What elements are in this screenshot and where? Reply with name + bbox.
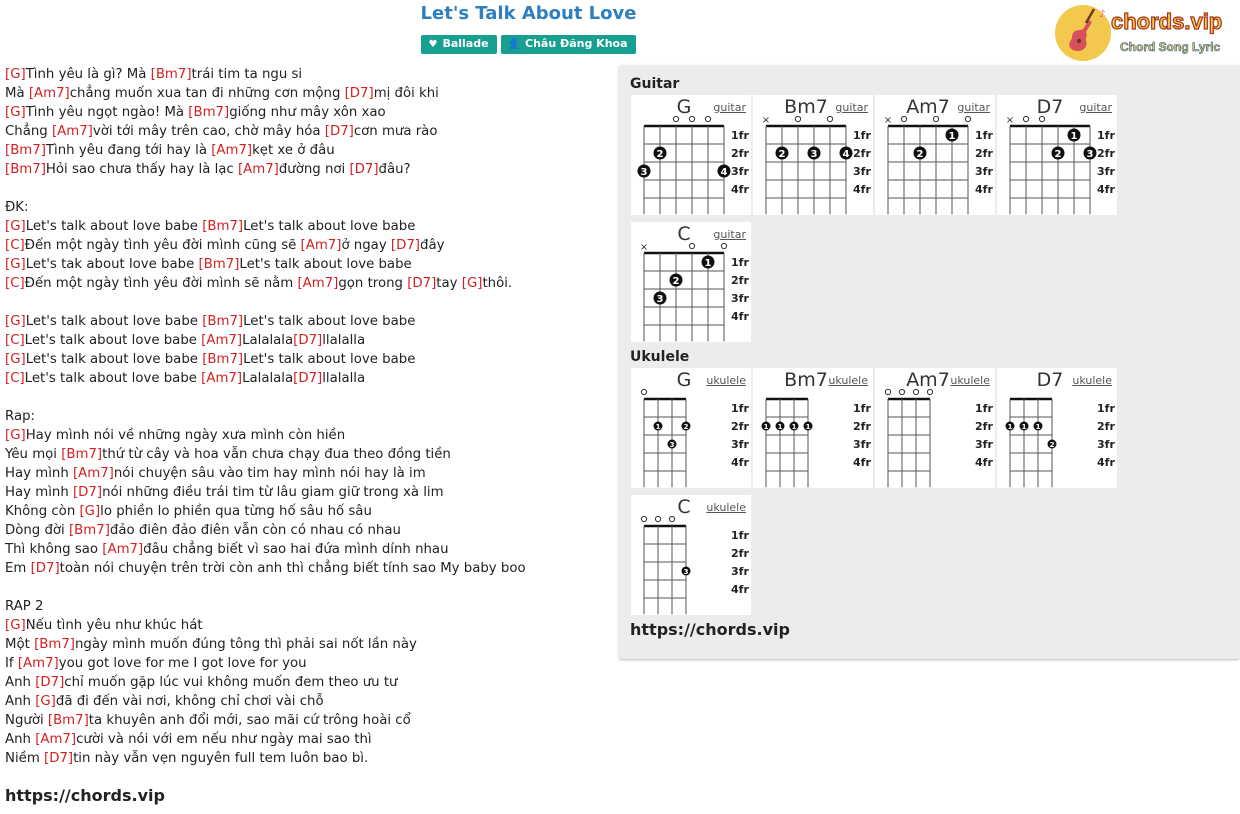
lyric-text: đâu chẳng biết vì sao hai đứa mình dính nhau bbox=[143, 542, 449, 557]
instrument-link[interactable]: guitar bbox=[1079, 101, 1112, 114]
blank-line bbox=[5, 578, 605, 597]
svg-text:×: × bbox=[883, 115, 893, 126]
svg-text:4fr: 4fr bbox=[731, 583, 749, 596]
chord-link[interactable]: [D7] bbox=[407, 276, 437, 291]
lyric-text: Tình yêu ngọt ngào! Mà bbox=[25, 105, 189, 120]
artist-tag[interactable] bbox=[501, 35, 636, 54]
chord-link[interactable]: [D7] bbox=[72, 485, 103, 500]
svg-text:chords.vip: chords.vip bbox=[1111, 9, 1223, 34]
svg-text:1: 1 bbox=[805, 423, 811, 431]
lyric-line bbox=[5, 464, 605, 483]
chord-card-c[interactable] bbox=[631, 222, 751, 342]
svg-text:4fr: 4fr bbox=[1097, 456, 1115, 469]
chord-link[interactable]: [Am7] bbox=[51, 124, 93, 139]
lyric-line bbox=[5, 483, 605, 502]
lyric-text: Anh bbox=[5, 732, 36, 747]
chord-name: Am7 bbox=[906, 96, 950, 118]
chord-link[interactable]: [C] bbox=[5, 276, 25, 291]
chord-card-am7[interactable] bbox=[875, 95, 995, 215]
svg-text:1fr: 1fr bbox=[853, 129, 871, 142]
instrument-link[interactable]: ukulele bbox=[706, 501, 746, 514]
chord-link[interactable]: [G] bbox=[461, 276, 483, 291]
chord-name: D7 bbox=[1036, 369, 1064, 391]
chord-link[interactable]: [G] bbox=[5, 314, 26, 329]
chord-name: G bbox=[676, 369, 692, 391]
lyric-line bbox=[5, 635, 605, 654]
svg-text:2fr: 2fr bbox=[1097, 420, 1115, 433]
chord-card-bm7[interactable] bbox=[753, 368, 873, 488]
svg-text:2: 2 bbox=[683, 423, 689, 431]
chord-link[interactable]: [Bm7] bbox=[5, 143, 46, 158]
chord-link[interactable]: [G] bbox=[5, 67, 26, 82]
lyric-text: ở ngay bbox=[341, 238, 391, 253]
lyric-text: Let's talk about love babe bbox=[24, 371, 202, 386]
lyric-text: Em bbox=[5, 561, 31, 576]
svg-text:3: 3 bbox=[640, 167, 648, 178]
svg-text:2: 2 bbox=[916, 149, 924, 160]
lyric-text: Mà bbox=[5, 86, 29, 101]
lyric-text: If bbox=[5, 656, 18, 671]
lyric-text: giống như mây xôn xao bbox=[229, 105, 386, 120]
chord-link[interactable]: [G] bbox=[35, 694, 56, 709]
lyric-line bbox=[5, 559, 605, 578]
svg-text:4fr: 4fr bbox=[975, 456, 993, 469]
heart-icon: ♥ bbox=[428, 39, 438, 50]
lyric-text: vời tới mây trên cao, chờ mây hóa bbox=[92, 124, 325, 139]
lyric-text: cơn mưa rào bbox=[353, 124, 438, 139]
svg-text:2: 2 bbox=[778, 149, 786, 160]
lyric-text: thôi. bbox=[482, 276, 513, 291]
chord-link[interactable]: [G] bbox=[5, 219, 26, 234]
lyric-text: tin này vẫn vẹn nguyên full tem luôn bao bì. bbox=[73, 751, 369, 766]
chord-link[interactable]: [D7] bbox=[349, 162, 379, 177]
lyric-text: Yêu mọi bbox=[5, 447, 62, 462]
lyric-text: đâu? bbox=[378, 162, 411, 177]
chord-link[interactable]: [Am7] bbox=[237, 162, 279, 177]
svg-text:1fr: 1fr bbox=[1097, 402, 1115, 415]
lyric-line bbox=[5, 103, 605, 122]
svg-text:1fr: 1fr bbox=[975, 402, 993, 415]
lyric-text: ngày mình muốn đúng tông thì phải sai nốt lần này bbox=[74, 637, 417, 652]
blank-line bbox=[5, 293, 605, 312]
svg-text:1fr: 1fr bbox=[731, 529, 749, 542]
lyric-text: Hay mình bbox=[5, 466, 73, 481]
chord-card-g[interactable] bbox=[631, 368, 751, 488]
instrument-link[interactable]: guitar bbox=[713, 228, 746, 241]
instrument-link[interactable]: guitar bbox=[713, 101, 746, 114]
svg-text:1fr: 1fr bbox=[853, 402, 871, 415]
chord-card-bm7[interactable] bbox=[753, 95, 873, 215]
lyric-text: đã đi đến vài nơi, không chỉ chơi vài chỗ bbox=[55, 694, 324, 709]
lyric-text: Thì không sao bbox=[5, 542, 103, 557]
chord-link[interactable]: [Am7] bbox=[300, 238, 342, 253]
lyric-text: Chẳng bbox=[5, 124, 52, 139]
lyric-line bbox=[5, 407, 605, 426]
svg-text:2fr: 2fr bbox=[975, 420, 993, 433]
instrument-link[interactable]: ukulele bbox=[950, 374, 990, 387]
lyric-line bbox=[5, 616, 605, 635]
svg-text:4fr: 4fr bbox=[853, 183, 871, 196]
lyric-line bbox=[5, 654, 605, 673]
panel-site-url[interactable]: https://chords.vip bbox=[630, 620, 790, 639]
lyric-text: llalalla bbox=[322, 333, 366, 348]
lyric-text: Let's tak about love babe bbox=[25, 257, 199, 272]
lyric-line bbox=[5, 160, 605, 179]
chord-link[interactable]: [G] bbox=[5, 352, 26, 367]
chord-name: Bm7 bbox=[784, 369, 828, 391]
chord-name: G bbox=[676, 96, 692, 118]
chord-card-d7[interactable] bbox=[997, 368, 1117, 488]
lyric-text: kẹt xe ở đâu bbox=[252, 143, 335, 158]
lyric-text: nói những điều trái tim từ lâu giam giữ trong xà lim bbox=[102, 485, 444, 500]
blank-line bbox=[5, 179, 605, 198]
svg-text:2: 2 bbox=[1054, 149, 1062, 160]
lyric-text: Một bbox=[5, 637, 35, 652]
svg-text:4fr: 4fr bbox=[731, 183, 749, 196]
lyric-text: chỉ muốn gặp lúc vui không muốn đem theo ưu tư bbox=[64, 675, 398, 690]
lyric-line bbox=[5, 84, 605, 103]
chord-name: C bbox=[677, 496, 691, 518]
lyric-text: Let's talk about love babe bbox=[25, 352, 203, 367]
svg-text:4: 4 bbox=[842, 149, 850, 160]
svg-text:1fr: 1fr bbox=[1097, 129, 1115, 142]
chord-name: D7 bbox=[1036, 96, 1064, 118]
lyric-line bbox=[5, 65, 605, 84]
lyric-text: Tình yêu đang tới hay là bbox=[45, 143, 212, 158]
song-title: Let's Talk About Love bbox=[420, 3, 637, 24]
lyric-text: Lalalala bbox=[242, 333, 294, 348]
lyric-text: Đến một ngày tình yêu đời mình sẽ nằm bbox=[24, 276, 298, 291]
svg-text:2fr: 2fr bbox=[731, 274, 749, 287]
lyric-text: Nếu tình yêu như khúc hát bbox=[25, 618, 203, 633]
chord-link[interactable]: [Bm7] bbox=[202, 314, 244, 329]
svg-text:Chord Song Lyric: Chord Song Lyric bbox=[1120, 40, 1221, 54]
lyric-text: Đến một ngày tình yêu đời mình cũng sẽ bbox=[24, 238, 301, 253]
instrument-link[interactable]: ukulele bbox=[706, 374, 746, 387]
svg-text:3fr: 3fr bbox=[1097, 165, 1115, 178]
svg-text:1: 1 bbox=[791, 423, 797, 431]
lyric-line bbox=[5, 141, 605, 160]
svg-text:2fr: 2fr bbox=[1097, 147, 1115, 160]
svg-text:4fr: 4fr bbox=[853, 456, 871, 469]
svg-text:3fr: 3fr bbox=[731, 565, 749, 578]
chord-link[interactable]: [Bm7] bbox=[68, 523, 110, 538]
chord-link[interactable]: [D7] bbox=[44, 751, 74, 766]
chord-name: Am7 bbox=[906, 369, 950, 391]
lyric-line bbox=[5, 749, 605, 768]
chord-link[interactable]: [Bm7] bbox=[61, 447, 103, 462]
lyric-text: gọn trong bbox=[338, 276, 408, 291]
svg-text:4fr: 4fr bbox=[731, 310, 749, 323]
svg-text:1: 1 bbox=[1021, 423, 1027, 431]
lyric-text: Lalalala bbox=[242, 371, 294, 386]
lyric-line bbox=[5, 597, 605, 616]
chord-link[interactable]: [G] bbox=[79, 504, 101, 519]
site-url[interactable]: https://chords.vip bbox=[5, 786, 165, 805]
chord-link[interactable]: [Am7] bbox=[35, 732, 77, 747]
lyric-text: Dòng đời bbox=[5, 523, 69, 538]
svg-text:1: 1 bbox=[777, 423, 783, 431]
genre-tag-label: Ballade bbox=[442, 37, 489, 50]
lyric-line bbox=[5, 255, 605, 274]
lyric-line bbox=[5, 331, 605, 350]
lyric-line bbox=[5, 692, 605, 711]
chord-link[interactable]: [D7] bbox=[293, 333, 323, 348]
lyric-text: RAP 2 bbox=[5, 599, 44, 614]
chord-link[interactable]: [Am7] bbox=[72, 466, 114, 481]
chord-name: Bm7 bbox=[784, 96, 828, 118]
chord-link[interactable]: [Bm7] bbox=[150, 67, 192, 82]
svg-text:3fr: 3fr bbox=[731, 292, 749, 305]
lyric-text: Let's talk about love babe bbox=[25, 314, 203, 329]
genre-tag[interactable] bbox=[421, 35, 496, 54]
chord-link[interactable]: [D7] bbox=[30, 561, 60, 576]
lyric-text: Niềm bbox=[5, 751, 45, 766]
lyric-text: mị đôi khi bbox=[373, 86, 439, 101]
svg-text:1: 1 bbox=[655, 423, 661, 431]
svg-text:4fr: 4fr bbox=[975, 183, 993, 196]
lyric-text: toàn nói chuyện trên trời còn anh thì chẳng biết tính sao My baby boo bbox=[59, 561, 526, 576]
lyric-line bbox=[5, 673, 605, 692]
svg-text:1: 1 bbox=[948, 131, 956, 142]
svg-text:3fr: 3fr bbox=[731, 165, 749, 178]
chord-card-g[interactable] bbox=[631, 95, 751, 215]
svg-text:2fr: 2fr bbox=[731, 420, 749, 433]
instrument-link[interactable]: ukulele bbox=[1072, 374, 1112, 387]
instrument-link[interactable]: guitar bbox=[835, 101, 868, 114]
svg-text:1fr: 1fr bbox=[731, 129, 749, 142]
tag-list bbox=[0, 35, 1057, 54]
svg-text:2: 2 bbox=[656, 149, 664, 160]
lyric-text: you got love for me I got love for you bbox=[58, 656, 307, 671]
lyric-text: Let's talk about love babe bbox=[24, 333, 202, 348]
chord-link[interactable]: [Bm7] bbox=[198, 257, 240, 272]
lyric-text: nói chuyện sâu vào tim hay mình nói hay là im bbox=[113, 466, 426, 481]
svg-text:4fr: 4fr bbox=[731, 456, 749, 469]
lyric-line bbox=[5, 198, 605, 217]
lyric-text: trái tim ta ngu si bbox=[191, 67, 303, 82]
svg-text:3: 3 bbox=[669, 441, 675, 449]
guitar-logo-icon bbox=[1054, 3, 1236, 63]
svg-text:2fr: 2fr bbox=[731, 147, 749, 160]
chord-card-c[interactable] bbox=[631, 495, 751, 615]
svg-text:1fr: 1fr bbox=[731, 256, 749, 269]
chord-link[interactable]: [Am7] bbox=[17, 656, 59, 671]
chord-link[interactable]: [D7] bbox=[35, 675, 65, 690]
chord-card-d7[interactable] bbox=[997, 95, 1117, 215]
svg-text:♪: ♪ bbox=[1099, 9, 1106, 20]
ukulele-heading: Ukulele bbox=[630, 349, 690, 365]
chord-card-am7[interactable] bbox=[875, 368, 995, 488]
chord-link[interactable]: [G] bbox=[5, 105, 26, 120]
chord-link[interactable]: [Am7] bbox=[28, 86, 70, 101]
lyric-text: đây bbox=[420, 238, 445, 253]
lyric-text: tay bbox=[436, 276, 462, 291]
lyric-line bbox=[5, 236, 605, 255]
chord-link[interactable]: [G] bbox=[5, 618, 26, 633]
svg-text:1fr: 1fr bbox=[975, 129, 993, 142]
chord-link[interactable]: [Am7] bbox=[211, 143, 253, 158]
lyric-text: Let's talk about love babe bbox=[243, 352, 416, 367]
lyric-line bbox=[5, 502, 605, 521]
lyric-line bbox=[5, 369, 605, 388]
lyric-text: ĐK: bbox=[5, 200, 29, 215]
lyric-line bbox=[5, 711, 605, 730]
svg-text:3: 3 bbox=[1086, 149, 1094, 160]
svg-text:2fr: 2fr bbox=[853, 420, 871, 433]
chord-link[interactable]: [D7] bbox=[344, 86, 374, 101]
lyric-text: Rap: bbox=[5, 409, 36, 424]
svg-text:3: 3 bbox=[683, 568, 689, 576]
lyric-text: Người bbox=[5, 713, 48, 728]
lyric-text: Hỏi sao chưa thấy hay là lạc bbox=[45, 162, 238, 177]
lyric-text: cười và nói với em nếu như ngày mai sao thì bbox=[76, 732, 372, 747]
chord-link[interactable]: [C] bbox=[5, 333, 25, 348]
chord-link[interactable]: [Bm7] bbox=[188, 105, 230, 120]
chord-link[interactable]: [D7] bbox=[293, 371, 323, 386]
lyric-text: Hay mình nói về những ngày xưa mình còn hiền bbox=[25, 428, 346, 443]
artist-tag-label: Châu Đăng Khoa bbox=[525, 37, 628, 50]
svg-text:3fr: 3fr bbox=[853, 438, 871, 451]
svg-text:4: 4 bbox=[720, 167, 728, 178]
lyric-line bbox=[5, 274, 605, 293]
lyric-text: Tình yêu là gì? Mà bbox=[25, 67, 151, 82]
svg-text:3fr: 3fr bbox=[975, 438, 993, 451]
lyric-text: Anh bbox=[5, 675, 36, 690]
guitar-heading: Guitar bbox=[630, 76, 680, 92]
lyric-text: Không còn bbox=[5, 504, 80, 519]
chord-name: C bbox=[677, 223, 691, 245]
lyric-text: thứ từ cây và hoa vẫn chưa chạy đua theo đồng tiền bbox=[102, 447, 451, 462]
chord-link[interactable]: [Bm7] bbox=[34, 637, 75, 652]
svg-text:3fr: 3fr bbox=[1097, 438, 1115, 451]
svg-text:1: 1 bbox=[1007, 423, 1013, 431]
svg-text:1: 1 bbox=[1035, 423, 1041, 431]
chord-link[interactable]: [Am7] bbox=[201, 371, 243, 386]
svg-text:×: × bbox=[761, 115, 771, 126]
chord-link[interactable]: [G] bbox=[5, 428, 26, 443]
lyric-line bbox=[5, 730, 605, 749]
chord-panel bbox=[619, 65, 1240, 659]
person-icon: 👤 bbox=[507, 39, 521, 50]
lyric-text: chẳng muốn xua tan đi những cơn mộng bbox=[69, 86, 345, 101]
lyrics bbox=[5, 65, 605, 768]
svg-text:3fr: 3fr bbox=[975, 165, 993, 178]
svg-text:1: 1 bbox=[704, 258, 712, 269]
svg-text:2fr: 2fr bbox=[731, 547, 749, 560]
lyric-line bbox=[5, 521, 605, 540]
chord-link[interactable]: [Bm7] bbox=[202, 219, 244, 234]
chord-link[interactable]: [Am7] bbox=[102, 542, 144, 557]
blank-line bbox=[5, 388, 605, 407]
chord-link[interactable]: [Bm7] bbox=[202, 352, 244, 367]
chord-link[interactable]: [D7] bbox=[390, 238, 420, 253]
instrument-link[interactable]: ukulele bbox=[828, 374, 868, 387]
svg-text:3fr: 3fr bbox=[731, 438, 749, 451]
svg-text:3: 3 bbox=[656, 294, 664, 305]
svg-text:1: 1 bbox=[763, 423, 769, 431]
chord-link[interactable]: [C] bbox=[5, 371, 25, 386]
lyric-line bbox=[5, 426, 605, 445]
chord-link[interactable]: [G] bbox=[5, 257, 26, 272]
chord-link[interactable]: [Bm7] bbox=[47, 713, 89, 728]
lyric-text: llalalla bbox=[322, 371, 366, 386]
svg-text:3: 3 bbox=[810, 149, 818, 160]
svg-text:3fr: 3fr bbox=[853, 165, 871, 178]
chord-link[interactable]: [Am7] bbox=[201, 333, 243, 348]
lyric-text: Hay mình bbox=[5, 485, 73, 500]
lyric-line bbox=[5, 445, 605, 464]
svg-text:2fr: 2fr bbox=[975, 147, 993, 160]
lyric-line bbox=[5, 540, 605, 559]
chord-link[interactable]: [Bm7] bbox=[5, 162, 46, 177]
lyric-text: Let's talk about love babe bbox=[243, 314, 416, 329]
instrument-link[interactable]: guitar bbox=[957, 101, 990, 114]
lyric-text: lo phiền lo phiền qua từng hố sâu hố sâu bbox=[100, 504, 372, 519]
svg-text:2: 2 bbox=[672, 276, 680, 287]
svg-text:1fr: 1fr bbox=[731, 402, 749, 415]
svg-text:4fr: 4fr bbox=[1097, 183, 1115, 196]
lyric-text: Anh bbox=[5, 694, 36, 709]
lyric-line bbox=[5, 312, 605, 331]
lyric-line bbox=[5, 350, 605, 369]
svg-text:2: 2 bbox=[1049, 441, 1055, 449]
lyric-line bbox=[5, 122, 605, 141]
svg-text:×: × bbox=[1005, 115, 1015, 126]
svg-text:1: 1 bbox=[1070, 131, 1078, 142]
svg-text:×: × bbox=[639, 242, 649, 253]
chord-link[interactable]: [D7] bbox=[324, 124, 354, 139]
svg-text:2fr: 2fr bbox=[853, 147, 871, 160]
lyric-text: Let's talk about love babe bbox=[243, 219, 416, 234]
lyric-text: Let's talk about love babe bbox=[239, 257, 412, 272]
site-logo[interactable] bbox=[1054, 3, 1236, 63]
chord-link[interactable]: [Am7] bbox=[297, 276, 339, 291]
lyric-line bbox=[5, 217, 605, 236]
lyric-text: Let's talk about love babe bbox=[25, 219, 203, 234]
chord-link[interactable]: [C] bbox=[5, 238, 25, 253]
lyric-text: đường nơi bbox=[278, 162, 350, 177]
lyric-text: ta khuyên anh đổi mới, sao mãi cứ trông hoài cổ bbox=[88, 713, 411, 728]
lyric-text: đảo điên đảo điên vẫn còn có nhau có nhau bbox=[109, 523, 401, 538]
